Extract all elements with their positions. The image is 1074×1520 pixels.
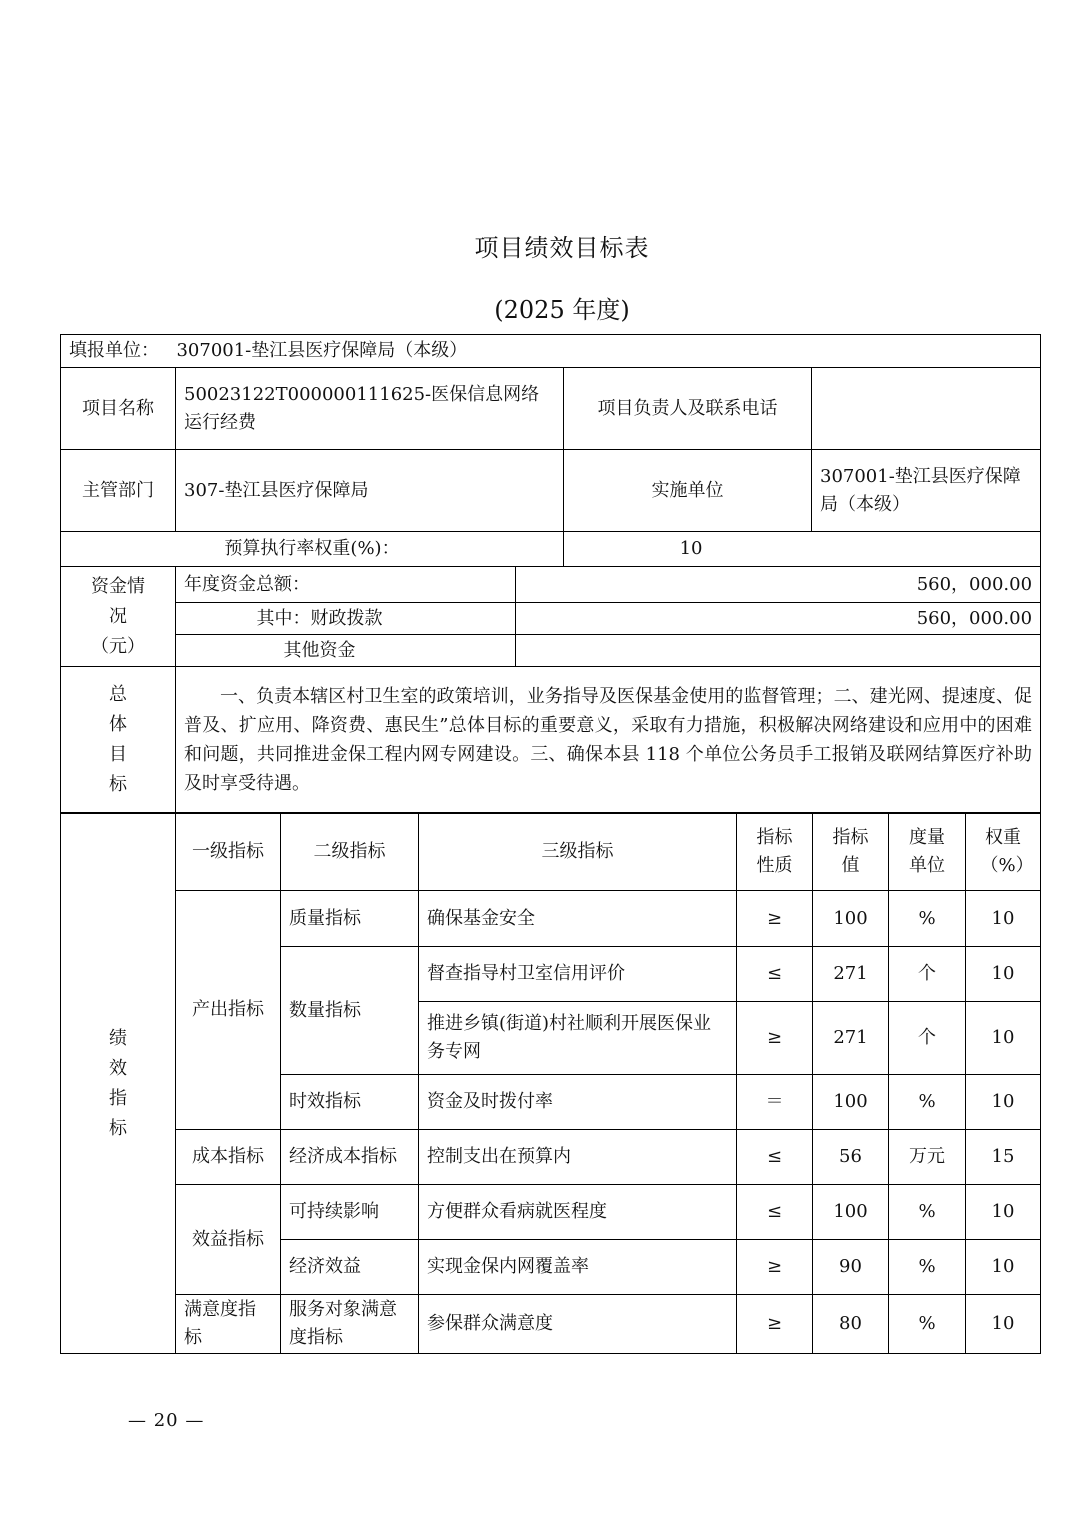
goal-label: [61, 667, 176, 813]
row-nature: ≤: [737, 947, 813, 1002]
row-nature: ≤: [737, 1185, 813, 1240]
header-l2: 二级指标: [281, 814, 419, 891]
group-benefit: 效益指标: [176, 1185, 281, 1295]
funds-fiscal-label: 其中：财政拨款: [176, 603, 516, 635]
row-unit: 万元: [889, 1130, 966, 1185]
group-output: 产出指标: [176, 891, 281, 1130]
row-l2: 数量指标: [281, 947, 419, 1075]
header-l3: 三级指标: [419, 814, 737, 891]
project-info-table: [60, 334, 1041, 813]
funds-total-label: 年度资金总额：: [176, 567, 516, 603]
row-nature: ≥: [737, 1240, 813, 1295]
row-l2: 经济成本指标: [281, 1130, 419, 1185]
row-unit: %: [889, 1240, 966, 1295]
page-number: — 20 —: [128, 1410, 205, 1431]
row-l2: 经济效益: [281, 1240, 419, 1295]
row-nature: ＝: [737, 1075, 813, 1130]
reporting-unit-row: [61, 335, 1041, 368]
row-nature: ≥: [737, 1002, 813, 1075]
funds-label-text: 资金情况（元）: [91, 575, 145, 657]
row-l3: 方便群众看病就医程度: [419, 1185, 737, 1240]
row-unit: 个: [889, 947, 966, 1002]
row-weight: 10: [966, 1075, 1041, 1130]
dept-value: 307-垫江县医疗保障局: [176, 450, 564, 532]
project-name-label: 项目名称: [61, 368, 176, 450]
perf-label: [61, 814, 176, 1354]
dept-label: 主管部门: [61, 450, 176, 532]
row-l2: 服务对象满意度指标: [281, 1295, 419, 1354]
row-nature: ≤: [737, 1130, 813, 1185]
row-l3: 推进乡镇(街道)村社顺利开展医保业务专网: [419, 1002, 737, 1075]
goal-label-text: 总体目标: [109, 683, 127, 795]
row-weight: 10: [966, 891, 1041, 947]
row-l3: 督查指导村卫室信用评价: [419, 947, 737, 1002]
row-weight: 15: [966, 1130, 1041, 1185]
row-value: 100: [813, 1185, 889, 1240]
impl-value: 307001-垫江县医疗保障局（本级）: [812, 450, 1041, 532]
performance-table: [60, 813, 1041, 1354]
header-nature-text: 指标性质: [756, 827, 793, 876]
table-row: [61, 1130, 1041, 1185]
row-value: 80: [813, 1295, 889, 1354]
reporting-unit-value: 307001-垫江县医疗保障局（本级）: [176, 340, 468, 361]
page-subtitle: (2025 年度): [494, 296, 630, 324]
funds-total-value: 560，000.00: [516, 567, 1041, 603]
group-cost: 成本指标: [176, 1130, 281, 1185]
funds-fiscal-value: 560，000.00: [516, 603, 1041, 635]
perf-label-text: 绩效指标: [109, 1027, 127, 1139]
header-value-text: 指标值: [832, 827, 869, 876]
header-l1: 一级指标: [176, 814, 281, 891]
funds-other-value: [516, 635, 1041, 667]
reporting-unit-label: 填报单位：: [69, 340, 159, 361]
funds-label: [61, 567, 176, 667]
row-unit: 个: [889, 1002, 966, 1075]
budget-weight-label: 预算执行率权重(%)：: [61, 532, 564, 567]
row-l2: 时效指标: [281, 1075, 419, 1130]
table-row: [61, 1295, 1041, 1354]
row-weight: 10: [966, 1185, 1041, 1240]
budget-weight-value: 10: [564, 532, 1041, 567]
row-weight: 10: [966, 1295, 1041, 1354]
row-l2: 可持续影响: [281, 1185, 419, 1240]
funds-other-label: 其他资金: [176, 635, 516, 667]
row-value: 271: [813, 1002, 889, 1075]
row-l3: 控制支出在预算内: [419, 1130, 737, 1185]
row-weight: 10: [966, 947, 1041, 1002]
contact-label: 项目负责人及联系电话: [564, 368, 812, 450]
row-l3: 确保基金安全: [419, 891, 737, 947]
row-l3: 参保群众满意度: [419, 1295, 737, 1354]
row-value: 56: [813, 1130, 889, 1185]
row-unit: %: [889, 1075, 966, 1130]
row-unit: %: [889, 1185, 966, 1240]
row-nature: ≥: [737, 891, 813, 947]
table-row: [61, 1185, 1041, 1240]
header-weight: [966, 814, 1041, 891]
header-value: [813, 814, 889, 891]
row-value: 100: [813, 891, 889, 947]
row-value: 271: [813, 947, 889, 1002]
row-l3: 实现金保内网覆盖率: [419, 1240, 737, 1295]
row-weight: 10: [966, 1002, 1041, 1075]
row-l2: 质量指标: [281, 891, 419, 947]
contact-value: [812, 368, 1041, 450]
row-value: 100: [813, 1075, 889, 1130]
table-row: [61, 891, 1041, 947]
header-unit-text: 度量单位: [909, 827, 945, 876]
row-nature: ≥: [737, 1295, 813, 1354]
header-weight-text: 权重（%）: [980, 827, 1034, 876]
header-nature: [737, 814, 813, 891]
row-unit: %: [889, 1295, 966, 1354]
goal-text: 一、负责本辖区村卫生室的政策培训，业务指导及医保基金使用的监督管理；二、建光网、提速度、促普及、扩应用、降资费、惠民生”总体目标的重要意义，采取有力措施，积极解决网络建设和应用中的困难和问题，共同推进金保工程内网专网建设。三、确保本县 118 个单位公务员手工报销及联网结算医疗补助及时享受待遇。: [176, 667, 1041, 813]
row-weight: 10: [966, 1240, 1041, 1295]
header-unit: [889, 814, 966, 891]
project-name-value: 50023122T000000111625-医保信息网络运行经费: [176, 368, 564, 450]
row-l3: 资金及时拨付率: [419, 1075, 737, 1130]
row-unit: %: [889, 891, 966, 947]
group-satisfaction: 满意度指标: [176, 1295, 281, 1354]
row-value: 90: [813, 1240, 889, 1295]
page-title: 项目绩效目标表: [474, 234, 650, 262]
impl-label: 实施单位: [564, 450, 812, 532]
